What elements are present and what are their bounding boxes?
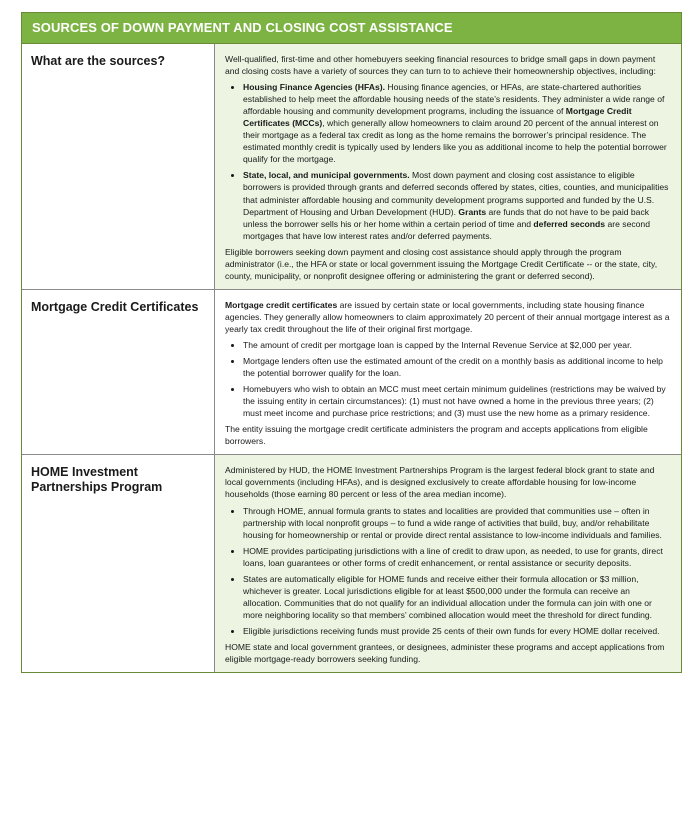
section-body xyxy=(215,44,681,289)
bullet-list xyxy=(225,81,671,242)
list-item: • Housing Finance Agencies (HFAs). Housing finance agencies, or HFAs, are state-chartered authorities established to help meet the affordable housing needs of the state’s residents. They administer a wide range of affordable housing and community development programs, including the issuance of Mortgage Credit Certificates (MCCs), which generally allow homeowners to claim around 20 percent of the annual interest on their mortgage as a federal tax credit as long as the home remains the borrower’s principal residence. The estimated monthly credit is typically used by lenders like you as additional income to help the potential borrower qualify for the mortgage. xyxy=(243,81,671,165)
list-item: • Homebuyers who wish to obtain an MCC must meet certain minimum guidelines (restrictions may be waived by the issuing entity in certain circumstances): (1) must not have owned a home in the previous three years; (2) must meet income and purchase price restrictions; and (3) must use the new home as a primary residence. xyxy=(243,383,671,419)
section-closing: Eligible borrowers seeking down payment and closing cost assistance should apply through the program administrator (i.e., the HFA or state or local government issuing the Mortgage Credit Certificate -- or the state, city, county, municipality, or nonprofit designee offering or administering the grant or deferred second). xyxy=(225,246,658,281)
bullet-list xyxy=(225,505,671,637)
section-heading: Mortgage Credit Certificates xyxy=(22,290,215,455)
bullet-list xyxy=(225,339,671,419)
document-table xyxy=(21,12,682,673)
section-row-sources xyxy=(22,44,681,289)
section-intro: Mortgage credit certificates are issued by certain state or local governments, including state housing finance agencies. They generally allow homeowners to claim approximately 20 percent of their annual mortgage interest as a yearly tax credit throughout the life of their original first mortgage. xyxy=(225,299,670,334)
list-item: • Mortgage lenders often use the estimated amount of the credit on a monthly basis as additional income to help the potential borrower qualify for the loan. xyxy=(243,355,671,379)
section-body xyxy=(215,290,681,455)
list-item: • HOME provides participating jurisdictions with a line of credit to draw upon, as needed, to use for grants, direct loans, loan guarantees or other forms of credit enhancement, or rental assistance or security deposits. xyxy=(243,545,671,569)
section-closing: The entity issuing the mortgage credit certificate administers the program and accepts applications from eligible borrowers. xyxy=(225,424,648,447)
section-body xyxy=(215,455,681,672)
section-row-home xyxy=(22,454,681,672)
section-intro: Well-qualified, first-time and other homebuyers seeking financial resources to bridge small gaps in down payment and closing costs have a variety of sources they can turn to to achieve their homeownership objectives, including: xyxy=(225,54,656,77)
section-heading: What are the sources? xyxy=(22,44,215,289)
table-header: SOURCES OF DOWN PAYMENT AND CLOSING COST ASSISTANCE xyxy=(22,13,681,44)
section-closing: HOME state and local government grantees, or designees, administer these programs and accept applications from eligible mortgage-ready borrowers seeking funding. xyxy=(225,641,665,665)
list-item: • State, local, and municipal governments. Most down payment and closing cost assistance to eligible borrowers is provided through grants and deferred seconds offered by states, cities, counties, and municipalities that administer affordable housing and community development programs supported and funded by the U.S. Department of Housing and Urban Development (HUD). Grants are funds that do not have to be paid back unless the borrower sells his or her home within a certain period of time and deferred seconds are second mortgages that have low interest rates and/or deferred payments. xyxy=(243,169,671,241)
section-intro: Administered by HUD, the HOME Investment Partnerships Program is the largest federal block grant to state and local governments (including HFAs), and is designed exclusively to create affordable housing for low-income households (those earning 80 percent or less of the area median income). xyxy=(225,465,655,500)
section-heading: HOME Investment Partnerships Program xyxy=(22,455,215,672)
list-item: • Eligible jurisdictions receiving funds must provide 25 cents of their own funds for every HOME dollar received. xyxy=(243,625,671,637)
list-item: • The amount of credit per mortgage loan is capped by the Internal Revenue Service at $2,000 per year. xyxy=(243,339,671,351)
list-item: • States are automatically eligible for HOME funds and receive either their formula allocation or $3 million, whichever is greater. Local jurisdictions eligible for at least $500,000 under the formula can receive an allocation. Communities that do not qualify for an individual allocation under the formula can join with one or more neighboring locality so that members’ combined allocation would meet the threshold for direct funding. xyxy=(243,573,671,621)
section-row-mcc xyxy=(22,289,681,455)
list-item: • Through HOME, annual formula grants to states and localities are provided that communities use – often in partnership with local nonprofit groups – to fund a wide range of activities that build, buy, and/or rehabilitate housing for homeownership or rental or provide direct rental assistance to low-income individuals and families. xyxy=(243,505,671,541)
